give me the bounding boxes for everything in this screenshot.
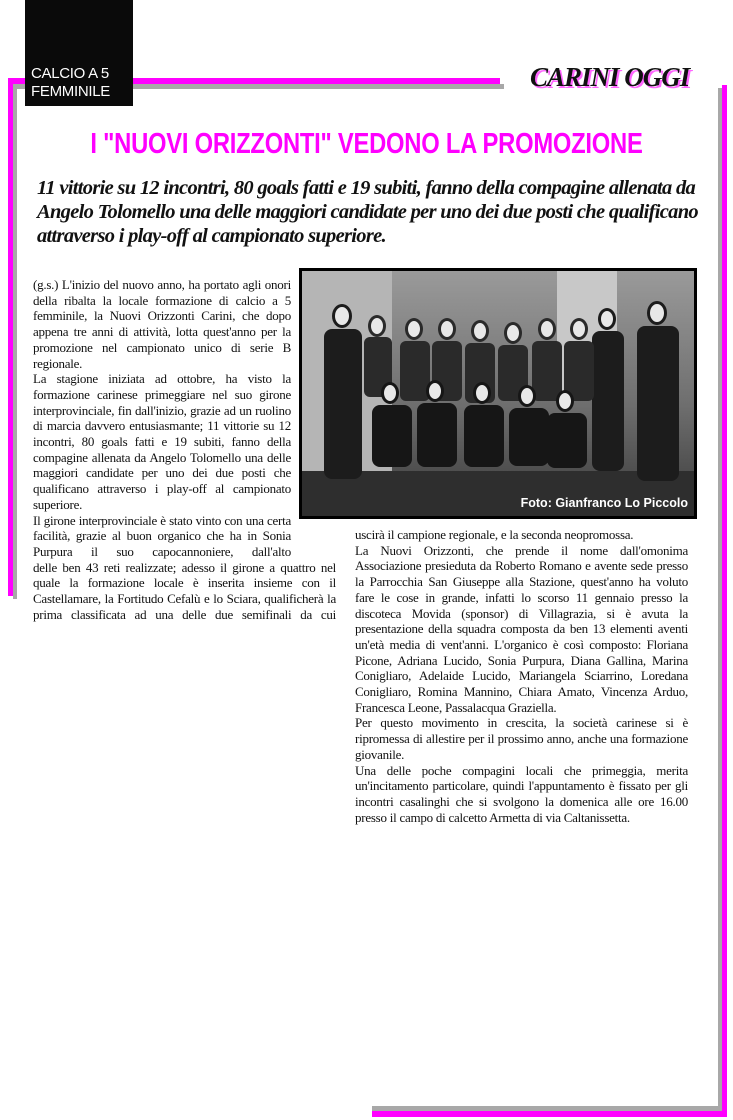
paragraph: Il girone interprovinciale è stato vinto con una certa facilità, grazie al buon organico che ha in Sonia Purpura il suo capocannoniere, dall'alto — [33, 512, 291, 559]
frame-bottom-line — [372, 1111, 727, 1117]
frame-left-shadow — [13, 84, 17, 599]
paragraph: delle ben 43 reti realizzate; adesso il girone a quattro nel quale la formazione locale è inserita insieme con il Castellamare, la Fortitudo Cefalù e lo Sciara, qualificherà la prima classificata ad una delle due semifinali da cui — [33, 559, 336, 622]
paragraph: uscirà il campione regionale, e la seconda neopromossa. — [355, 527, 634, 542]
paragraph: La Nuovi Orizzonti, che prende il nome dall'omonima Associazione presieduta da Roberto Romano e avente sede presso la Parrocchia San Giuseppe alla Stazione, quest'anno ha voluto fare le cose in grande, infatti lo scorso 11 gennaio presso la discoteca Movida (sponsor) di Villagrazia, si è avuta la presentazione della squadra composta da ben 13 elementi aventi un'età media di vent'anni. L'organico è così composto: Floriana Picone, Adriana Lucido, Sonia Purpura, Diana Gallina, Marina Conigliaro, Adelaide Lucido, Mariangela Sciarrino, Loredana Conigliaro, Romina Mannino, Chiara Amato, Vincenza Arduo, Francesca Leone, Passalacqua Graziella. — [355, 542, 688, 715]
article-column-left — [33, 277, 336, 622]
article-column-left-bottom — [33, 560, 336, 623]
section-tag-line2: FEMMINILE — [31, 83, 110, 100]
paragraph: Una delle poche compagini locali che primeggia, merita un'incitamento particolare, quindi l'appuntamento è fissato per gli incontri casalinghi che si svolgono la domenica alle ore 16.00 presso il campo di calcetto Armetta di via Caltanissetta. — [355, 762, 688, 825]
section-tag — [25, 0, 133, 106]
article-column-right — [355, 527, 688, 825]
section-tag-line1: CALCIO A 5 — [31, 65, 109, 82]
headline: I "NUOVI ORIZZONTI" VEDONO LA PROMOZIONE — [90, 128, 643, 160]
team-photo — [299, 268, 697, 519]
photo-credit: Foto: Gianfranco Lo Piccolo — [520, 496, 688, 510]
subheadline: 11 vittorie su 12 incontri, 80 goals fatti e 19 subiti, fanno della compagine allenata da Angelo Tolomello una delle maggiori candidate per uno dei due posti che qualificano attraverso i play-off al campionato superiore. — [37, 177, 698, 247]
paragraph: (g.s.) L'inizio del nuovo anno, ha portato agli onori della ribalta la locale formazione di calcio a 5 femminile, la Nuovi Orizzonti Carini, che dopo appena tre anni di attività, lotta quest'anno per la promozione nel campionato unico di serie B regionale. — [33, 277, 291, 371]
team-photo-image — [302, 271, 694, 516]
paragraph: La stagione iniziata ad ottobre, ha visto la formazione carinese primeggiare nel suo girone interprovinciale, fin dall'inizio, grazie ad un ruolino di marcia davvero entusiasmante; 11 vittorie su 12 incontri, 80 goals fatti e 19 subiti, fanno della compagine allenata da Angelo Tolomello una delle maggiori candidate per uno dei due posti che qualificano attraverso i play-off al campionato superiore. — [33, 371, 291, 512]
article-column-left-top — [33, 277, 291, 560]
frame-right-line — [722, 85, 727, 1116]
paragraph: Per questo movimento in crescita, la società carinese si è ripromessa di allestire per il prossimo anno, anche una formazione giovanile. — [355, 715, 688, 762]
frame-left-line — [8, 78, 13, 596]
masthead-logo: CARINI OGGI — [530, 62, 690, 92]
